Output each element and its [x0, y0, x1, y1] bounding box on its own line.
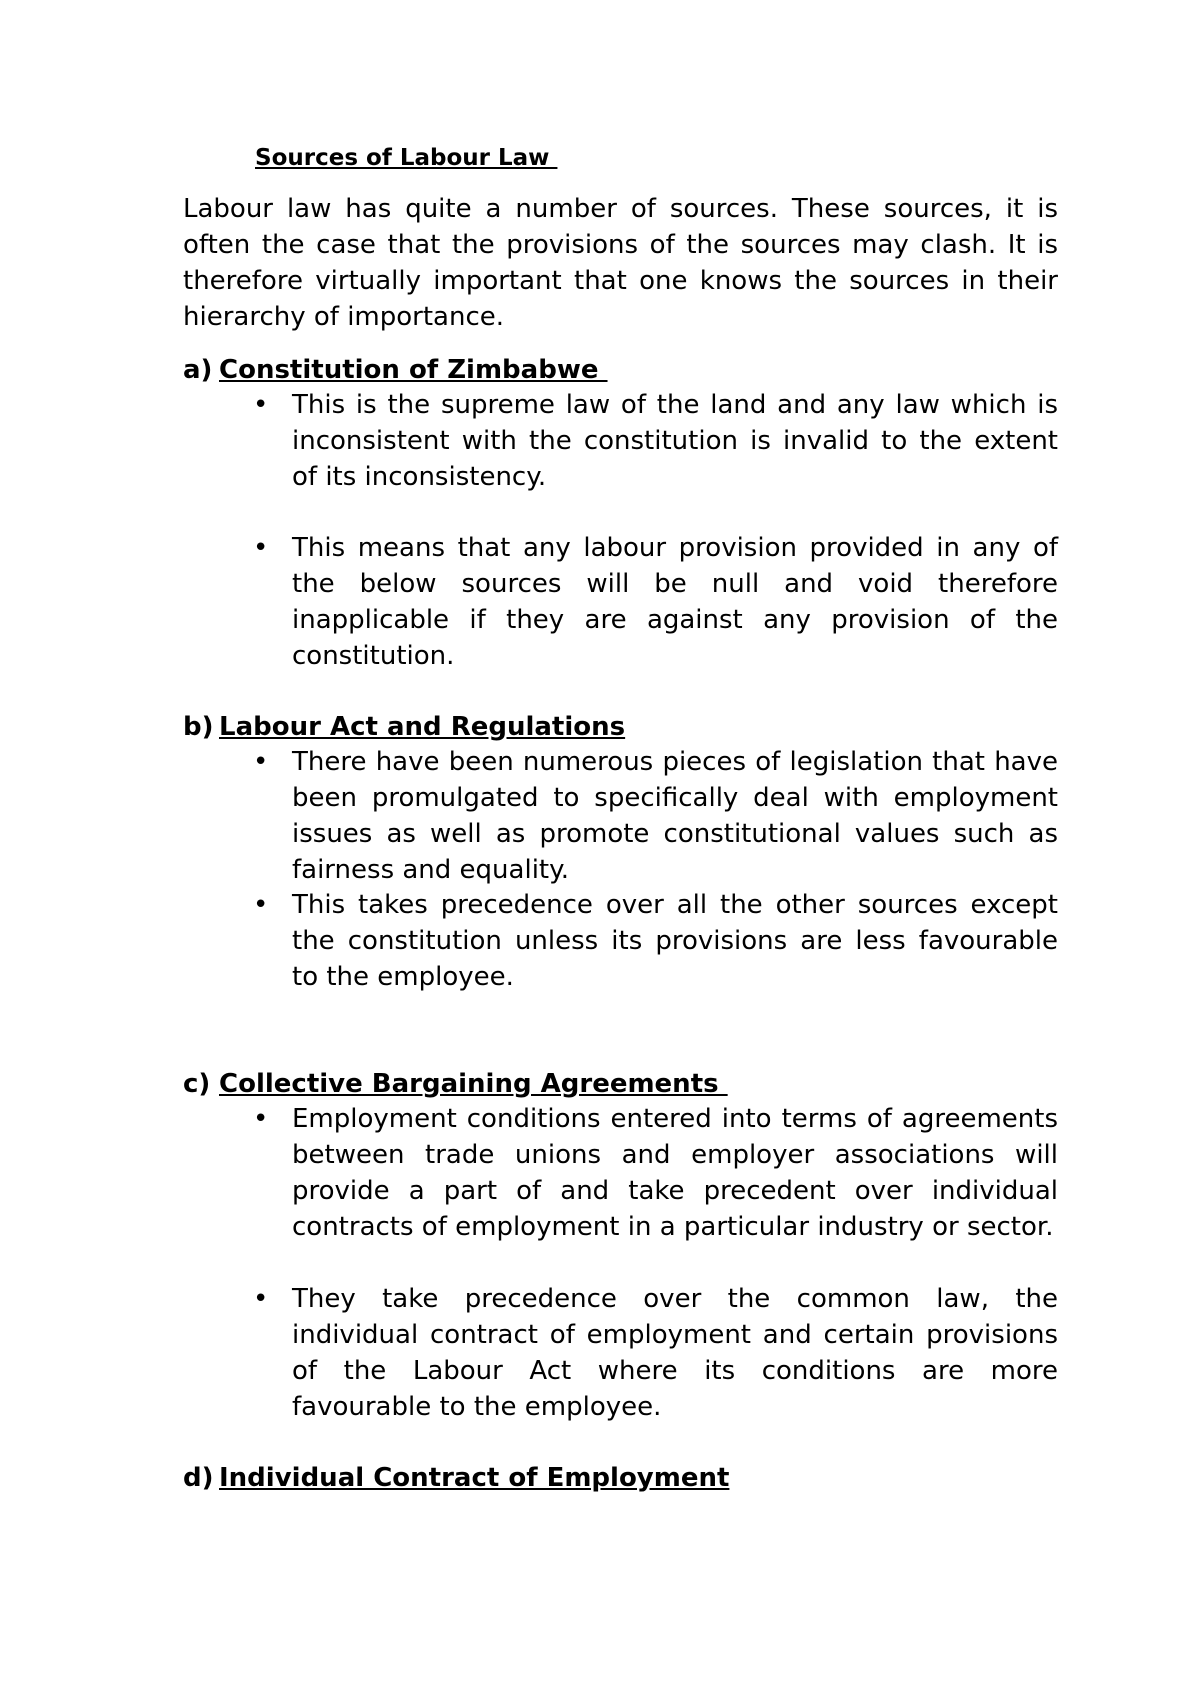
document-title: Sources of Labour Law [255, 145, 558, 171]
bullet-icon: • [253, 390, 269, 420]
bullet-text: This is the supreme law of the land and any law which is inconsistent with the constitution is invalid to the extent of its inconsistency. [292, 390, 1058, 492]
bullet-icon: • [253, 1104, 269, 1134]
bullet-icon: • [253, 890, 269, 920]
section-title: Collective Bargaining Agreements [219, 1069, 728, 1099]
section-title: Labour Act and Regulations [219, 712, 626, 742]
bullet-item [253, 1101, 1058, 1245]
bullet-item [253, 744, 1058, 888]
section-heading-b [183, 709, 625, 745]
bullet-text: Employment conditions entered into terms of agreements between trade unions and employer associations will provide a part of and take precedent over individual contracts of employment in a particular industry or sector. [292, 1104, 1058, 1242]
section-marker: a) [183, 355, 213, 385]
bullet-item [253, 387, 1058, 495]
bullet-text: This takes precedence over all the other sources except the constitution unless its provisions are less favourable to the employee. [292, 890, 1058, 992]
section-marker: b) [183, 712, 214, 742]
section-heading-c [183, 1066, 728, 1102]
bullet-text: This means that any labour provision provided in any of the below sources will be null and void therefore inapplicable if they are against any provision of the constitution. [292, 533, 1058, 671]
section-heading-a [183, 352, 608, 388]
bullet-icon: • [253, 533, 269, 563]
section-marker: d) [183, 1463, 214, 1493]
section-marker: c) [183, 1069, 211, 1099]
bullet-text: They take precedence over the common law, the individual contract of employment and certain provisions of the Labour Act where its conditions are more favourable to the employee. [292, 1284, 1058, 1422]
bullet-item [253, 530, 1058, 674]
bullet-icon: • [253, 747, 269, 777]
intro-paragraph: Labour law has quite a number of sources. These sources, it is often the case that the provisions of the sources may clash. It is therefore virtually important that one knows the sources in their hierarchy of importance. [183, 194, 1058, 332]
section-heading-d [183, 1460, 729, 1496]
bullet-item [253, 887, 1058, 995]
bullet-text: There have been numerous pieces of legislation that have been promulgated to specifically deal with employment issues as well as promote constitutional values such as fairness and equality. [292, 747, 1058, 885]
section-title: Constitution of Zimbabwe [219, 355, 608, 385]
bullet-item [253, 1281, 1058, 1425]
bullet-icon: • [253, 1284, 269, 1314]
section-title: Individual Contract of Employment [219, 1463, 730, 1493]
